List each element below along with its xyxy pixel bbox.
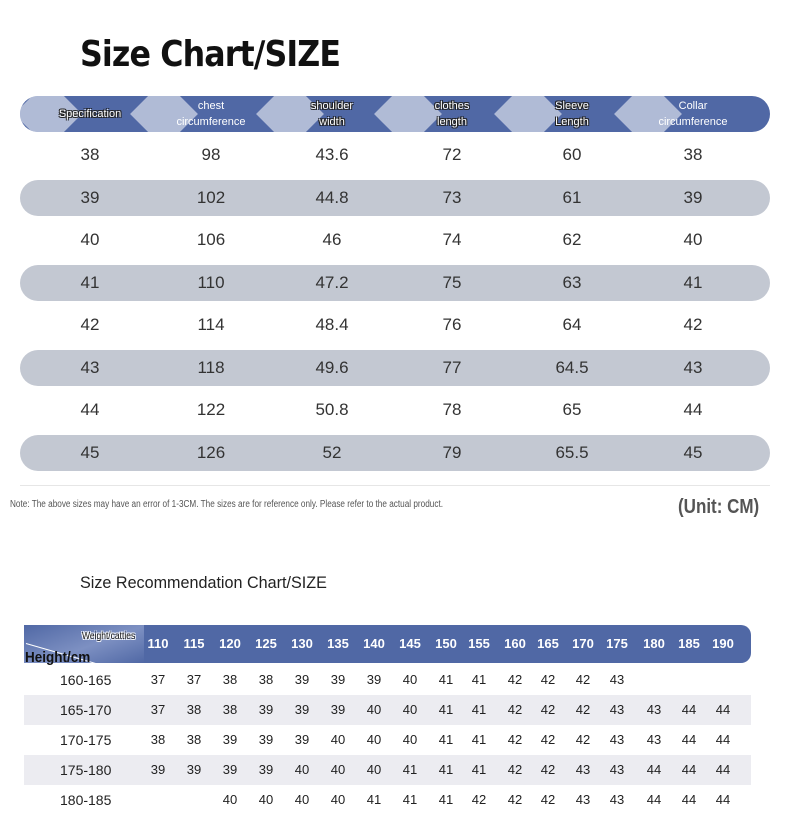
size-table-cell: 44	[683, 400, 703, 419]
recommended-size-cell: 39	[186, 762, 202, 777]
recommended-size-cell: 39	[258, 762, 274, 777]
size-table-cell: 49.6	[315, 357, 349, 377]
size-table-cell: 65	[562, 400, 582, 419]
recommended-size-cell: 39	[222, 762, 238, 777]
recommended-size-cell: 43	[609, 732, 625, 747]
recommended-size-cell: 43	[609, 762, 625, 777]
recommended-size-cell: 41	[438, 702, 454, 717]
unit-label: (Unit: CM)	[678, 496, 760, 518]
size-table-cell: 122	[196, 400, 226, 419]
recommended-size-cell: 42	[507, 762, 523, 777]
size-table-cell: 40	[80, 230, 100, 249]
recommended-size-cell: 39	[330, 702, 346, 717]
size-table-cell: 43.6	[315, 145, 349, 164]
size-header-cell	[532, 96, 612, 132]
size-table-cell: 44.8	[315, 187, 349, 207]
divider	[20, 485, 770, 486]
weight-column-header: 150	[435, 636, 457, 651]
size-table-cell: 78	[442, 400, 462, 419]
recommended-size-cell: 37	[150, 702, 166, 717]
recommended-size-cell: 38	[258, 672, 274, 687]
size-table-cell: 65.5	[555, 442, 589, 462]
recommended-size-cell: 39	[330, 672, 346, 687]
recommended-size-cell: 37	[186, 672, 202, 687]
recommended-size-cell: 42	[507, 792, 523, 807]
size-table-cell: 77	[442, 357, 462, 377]
recommended-size-cell: 41	[438, 792, 454, 807]
recommended-size-cell: 38	[186, 702, 202, 717]
size-table-cell: 114	[197, 315, 225, 334]
size-table-cell: 73	[442, 187, 462, 207]
size-table-row	[20, 265, 770, 301]
size-table-cell: 64	[562, 315, 582, 334]
size-table-cell: 98	[201, 145, 221, 164]
recommendation-row	[24, 785, 751, 815]
size-table-cell: 47.2	[315, 272, 349, 292]
size-table-cell: 46	[322, 230, 342, 249]
recommended-size-cell: 40	[402, 732, 418, 747]
size-table-cell: 44	[80, 400, 100, 419]
recommendation-row	[24, 755, 751, 785]
size-header-text: width	[319, 116, 345, 128]
size-table-cell: 43	[80, 357, 100, 377]
size-table-cell: 38	[80, 145, 100, 164]
recommended-size-cell: 42	[507, 672, 523, 687]
recommended-size-cell: 40	[330, 762, 346, 777]
recommended-size-cell: 42	[575, 672, 591, 687]
size-header-cell	[633, 96, 753, 132]
height-range-label: 180-185	[60, 792, 112, 808]
recommended-size-cell: 42	[575, 702, 591, 717]
weight-column-header: 190	[712, 636, 734, 651]
weight-column-header: 110	[147, 636, 169, 651]
recommended-size-cell: 43	[609, 672, 625, 687]
size-table-cell: 42	[683, 315, 703, 334]
recommended-size-cell: 40	[222, 792, 238, 807]
weight-column-header: 130	[291, 636, 313, 651]
recommended-size-cell: 40	[294, 792, 310, 807]
recommended-size-cell: 42	[540, 672, 556, 687]
recommended-size-cell: 38	[186, 732, 202, 747]
recommended-size-cell: 43	[609, 702, 625, 717]
size-table-cell: 74	[442, 230, 462, 249]
size-header-text: Length	[555, 116, 589, 128]
size-table-row	[20, 392, 770, 428]
size-table-row	[20, 137, 770, 173]
weight-column-header: 175	[606, 636, 628, 651]
recommended-size-cell: 37	[150, 672, 166, 687]
weight-column-header: 135	[327, 636, 349, 651]
weight-column-header: 120	[219, 636, 241, 651]
recommended-size-cell: 43	[575, 792, 591, 807]
size-header-text: Sleeve	[555, 100, 589, 112]
size-table-cell: 102	[196, 187, 226, 207]
recommended-size-cell: 38	[222, 702, 238, 717]
page-title: Size Chart/SIZE	[80, 34, 341, 75]
height-range-label: 165-170	[60, 702, 112, 718]
recommended-size-cell: 39	[222, 732, 238, 747]
recommended-size-cell: 44	[681, 792, 697, 807]
size-table-cell: 52	[322, 442, 342, 462]
recommended-size-cell: 42	[540, 702, 556, 717]
recommended-size-cell: 42	[471, 792, 487, 807]
size-table-row	[20, 222, 770, 258]
weight-column-header: 115	[183, 636, 205, 651]
recommended-size-cell: 42	[507, 702, 523, 717]
size-header-text: circumference	[176, 116, 246, 128]
size-header-cell	[40, 96, 140, 132]
recommended-size-cell: 41	[438, 732, 454, 747]
recommended-size-cell: 43	[646, 732, 662, 747]
size-table-row	[20, 350, 770, 386]
recommended-size-cell: 41	[402, 762, 418, 777]
recommended-size-cell: 43	[575, 762, 591, 777]
recommended-size-cell: 42	[540, 732, 556, 747]
recommended-size-cell: 44	[715, 792, 731, 807]
size-table-cell: 45	[683, 442, 703, 462]
height-range-label: 170-175	[60, 732, 112, 748]
size-table-cell: 75	[442, 272, 462, 292]
size-note: Note: The above sizes may have an error of 1-3CM. The sizes are for reference only. Please refer to the actual product.	[10, 499, 443, 510]
weight-column-header: 180	[643, 636, 665, 651]
recommended-size-cell: 42	[540, 762, 556, 777]
recommended-size-cell: 40	[294, 762, 310, 777]
recommendation-row	[24, 665, 751, 695]
size-header-text: Collar	[678, 100, 708, 112]
size-table-cell: 48.4	[315, 315, 349, 334]
recommended-size-cell: 41	[438, 762, 454, 777]
size-table-cell: 39	[80, 187, 100, 207]
size-table-cell: 50.8	[315, 400, 349, 419]
weight-column-header: 160	[504, 636, 526, 651]
weight-column-header: 155	[468, 636, 490, 651]
weight-column-header: 165	[537, 636, 559, 651]
recommendation-row	[24, 695, 751, 725]
weight-axis-label: Weight/catties	[82, 631, 136, 642]
size-table-cell: 72	[442, 145, 462, 164]
height-range-label: 160-165	[60, 672, 112, 688]
size-table-cell: 106	[196, 230, 226, 249]
recommended-size-cell: 43	[646, 702, 662, 717]
recommended-size-cell: 41	[471, 672, 487, 687]
recommended-size-cell: 41	[438, 672, 454, 687]
recommended-size-cell: 44	[646, 792, 662, 807]
recommended-size-cell: 44	[715, 732, 731, 747]
size-table-cell: 42	[80, 315, 100, 334]
recommended-size-cell: 43	[609, 792, 625, 807]
size-header-text: clothes	[434, 100, 470, 112]
height-range-label: 175-180	[60, 762, 112, 778]
recommended-size-cell: 41	[471, 732, 487, 747]
size-table-cell: 60	[562, 145, 582, 164]
size-table-cell: 64.5	[555, 357, 589, 377]
size-table-cell: 63	[562, 272, 582, 292]
recommended-size-cell: 39	[366, 672, 382, 687]
weight-column-header: 170	[572, 636, 594, 651]
recommended-size-cell: 39	[150, 762, 166, 777]
size-table-cell: 39	[683, 187, 703, 207]
recommended-size-cell: 44	[681, 732, 697, 747]
recommended-size-cell: 40	[402, 672, 418, 687]
recommended-size-cell: 38	[150, 732, 166, 747]
recommended-size-cell: 40	[366, 762, 382, 777]
size-table-cell: 41	[683, 272, 703, 292]
recommended-size-cell: 44	[646, 762, 662, 777]
recommended-size-cell: 40	[330, 732, 346, 747]
size-table-row	[20, 435, 770, 471]
size-table-header	[20, 96, 770, 132]
weight-column-header: 140	[363, 636, 385, 651]
size-table-row	[20, 180, 770, 216]
recommended-size-cell: 39	[294, 672, 310, 687]
size-header-text: chest	[197, 100, 225, 112]
size-table-cell: 40	[683, 230, 703, 249]
recommended-size-cell: 40	[402, 702, 418, 717]
recommended-size-cell: 41	[402, 792, 418, 807]
size-table-cell: 41	[80, 272, 100, 292]
recommended-size-cell: 40	[258, 792, 274, 807]
size-table-cell: 38	[683, 145, 703, 164]
size-table-cell: 118	[197, 357, 225, 377]
size-table-cell: 62	[562, 230, 582, 249]
recommendation-row	[24, 725, 751, 755]
recommended-size-cell: 39	[258, 732, 274, 747]
size-table-row	[20, 307, 770, 343]
size-table-cell: 43	[683, 357, 703, 377]
weight-column-header: 145	[399, 636, 421, 651]
recommended-size-cell: 39	[258, 702, 274, 717]
height-axis-label: Height/cm	[25, 649, 91, 666]
size-header-cell	[156, 96, 266, 132]
recommended-size-cell: 39	[294, 702, 310, 717]
recommended-size-cell: 40	[330, 792, 346, 807]
size-table-cell: 76	[442, 315, 462, 334]
recommended-size-cell: 44	[715, 702, 731, 717]
recommended-size-cell: 38	[222, 672, 238, 687]
recommended-size-cell: 41	[471, 702, 487, 717]
recommended-size-cell: 41	[471, 762, 487, 777]
recommendation-title: Size Recommendation Chart/SIZE	[80, 573, 327, 592]
size-table-cell: 45	[80, 442, 100, 462]
recommended-size-cell: 44	[681, 762, 697, 777]
weight-column-header: 185	[678, 636, 700, 651]
recommended-size-cell: 44	[715, 762, 731, 777]
size-header-cell	[287, 96, 377, 132]
recommended-size-cell: 42	[507, 732, 523, 747]
size-header-cell	[412, 96, 492, 132]
size-header-text: circumference	[658, 116, 728, 128]
recommended-size-cell: 42	[540, 792, 556, 807]
size-table-cell: 79	[442, 442, 462, 462]
recommended-size-cell: 39	[294, 732, 310, 747]
recommended-size-cell: 40	[366, 702, 382, 717]
size-header-text: Specification	[58, 108, 122, 120]
size-table-cell: 110	[197, 272, 225, 292]
recommended-size-cell: 41	[366, 792, 382, 807]
size-table-cell: 61	[562, 187, 582, 207]
size-header-text: length	[437, 116, 467, 128]
recommended-size-cell: 42	[575, 732, 591, 747]
recommended-size-cell: 44	[681, 702, 697, 717]
recommended-size-cell: 40	[366, 732, 382, 747]
size-header-text: shoulder	[310, 100, 354, 112]
size-table-cell: 126	[196, 442, 226, 462]
weight-column-header: 125	[255, 636, 277, 651]
